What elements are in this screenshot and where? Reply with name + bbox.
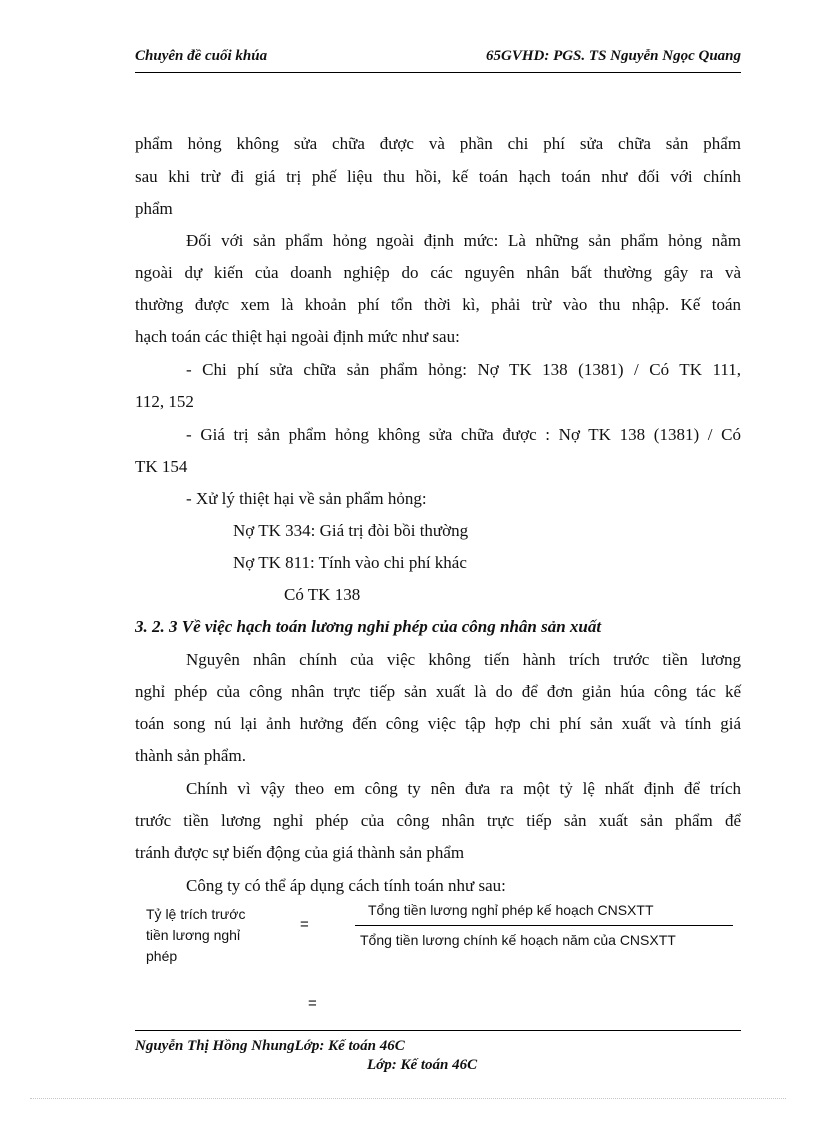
section-heading: 3. 2. 3 Về việc hạch toán lương nghỉ phép của công nhân sản xuất xyxy=(135,617,602,636)
body-line: thường được xem là khoản phí tổn thời kì, phải trừ vào thu nhập. Kế toán xyxy=(135,295,741,314)
formula-label: phép xyxy=(146,948,178,964)
body-line: ngoài dự kiến của doanh nghiệp do các nguyên nhân bất thường gây ra và xyxy=(135,263,741,282)
footer-class: Lớp: Kế toán 46C xyxy=(367,1057,478,1073)
bullet-line: 112, 152 xyxy=(135,392,194,411)
formula-label: Tỷ lệ trích trước xyxy=(146,906,246,922)
bullet-line: TK 154 xyxy=(135,457,188,476)
body-line: Công ty có thể áp dụng cách tính toán như sau: xyxy=(186,876,506,895)
bullet-line: - Giá trị sản phẩm hỏng không sửa chữa được : Nợ TK 138 (1381) / Có xyxy=(186,425,741,444)
journal-entry: Có TK 138 xyxy=(284,585,361,604)
equals-sign: = xyxy=(308,995,317,1012)
equals-sign: = xyxy=(300,916,309,933)
body-line: Đối với sản phẩm hỏng ngoài định mức: Là những sản phẩm hỏng nằm xyxy=(186,231,741,250)
body-line: nghỉ phép của công nhân trực tiếp sản xuất là do để đơn giản húa công tác kế xyxy=(135,682,741,701)
body-line: hạch toán các thiệt hại ngoài định mức như sau: xyxy=(135,327,460,346)
fraction-bar xyxy=(355,925,733,926)
header-supervisor: 65GVHD: PGS. TS Nguyễn Ngọc Quang xyxy=(485,48,741,64)
body-line: phẩm hỏng không sửa chữa được và phần chi phí sửa chữa sản phẩm xyxy=(135,134,741,153)
body-line: trước tiền lương nghỉ phép của công nhân trực tiếp sản xuất sản phẩm để xyxy=(135,811,741,830)
formula-denominator: Tổng tiền lương chính kế hoạch năm của CNSXTT xyxy=(360,932,676,948)
body-line: thành sản phẩm. xyxy=(135,746,246,765)
body-line: toán song nú lại ảnh hưởng đến công việc tập hợp chi phí sản xuất và tính giá xyxy=(135,714,741,733)
header-title: Chuyên đề cuối khúa xyxy=(135,48,268,64)
body-line: Chính vì vậy theo em công ty nên đưa ra một tỷ lệ nhất định để trích xyxy=(186,779,741,798)
footer-author: Nguyễn Thị Hồng NhungLớp: Kế toán 46C xyxy=(135,1038,405,1054)
journal-entry: Nợ TK 334: Giá trị đòi bồi thường xyxy=(233,521,469,540)
page-header xyxy=(135,48,741,70)
body-line: sau khi trừ đi giá trị phế liệu thu hồi, kế toán hạch toán như đối với chính xyxy=(135,167,741,186)
bullet-line: - Xử lý thiệt hại về sản phẩm hỏng: xyxy=(186,489,427,508)
journal-entry: Nợ TK 811: Tính vào chi phí khác xyxy=(233,553,467,572)
body-line: phẩm xyxy=(135,199,173,218)
body-line: Nguyên nhân chính của việc không tiến hành trích trước tiền lương xyxy=(186,650,741,669)
page-bottom-border xyxy=(30,1098,786,1099)
formula-numerator: Tổng tiền lương nghỉ phép kế hoạch CNSXTT xyxy=(368,902,654,918)
bullet-line: - Chi phí sửa chữa sản phẩm hỏng: Nợ TK 138 (1381) / Có TK 111, xyxy=(186,360,741,379)
formula-label: tiền lương nghỉ xyxy=(146,927,241,943)
header-rule xyxy=(135,72,741,73)
footer-rule xyxy=(135,1030,741,1031)
body-line: tránh được sự biến động của giá thành sản phẩm xyxy=(135,843,465,862)
